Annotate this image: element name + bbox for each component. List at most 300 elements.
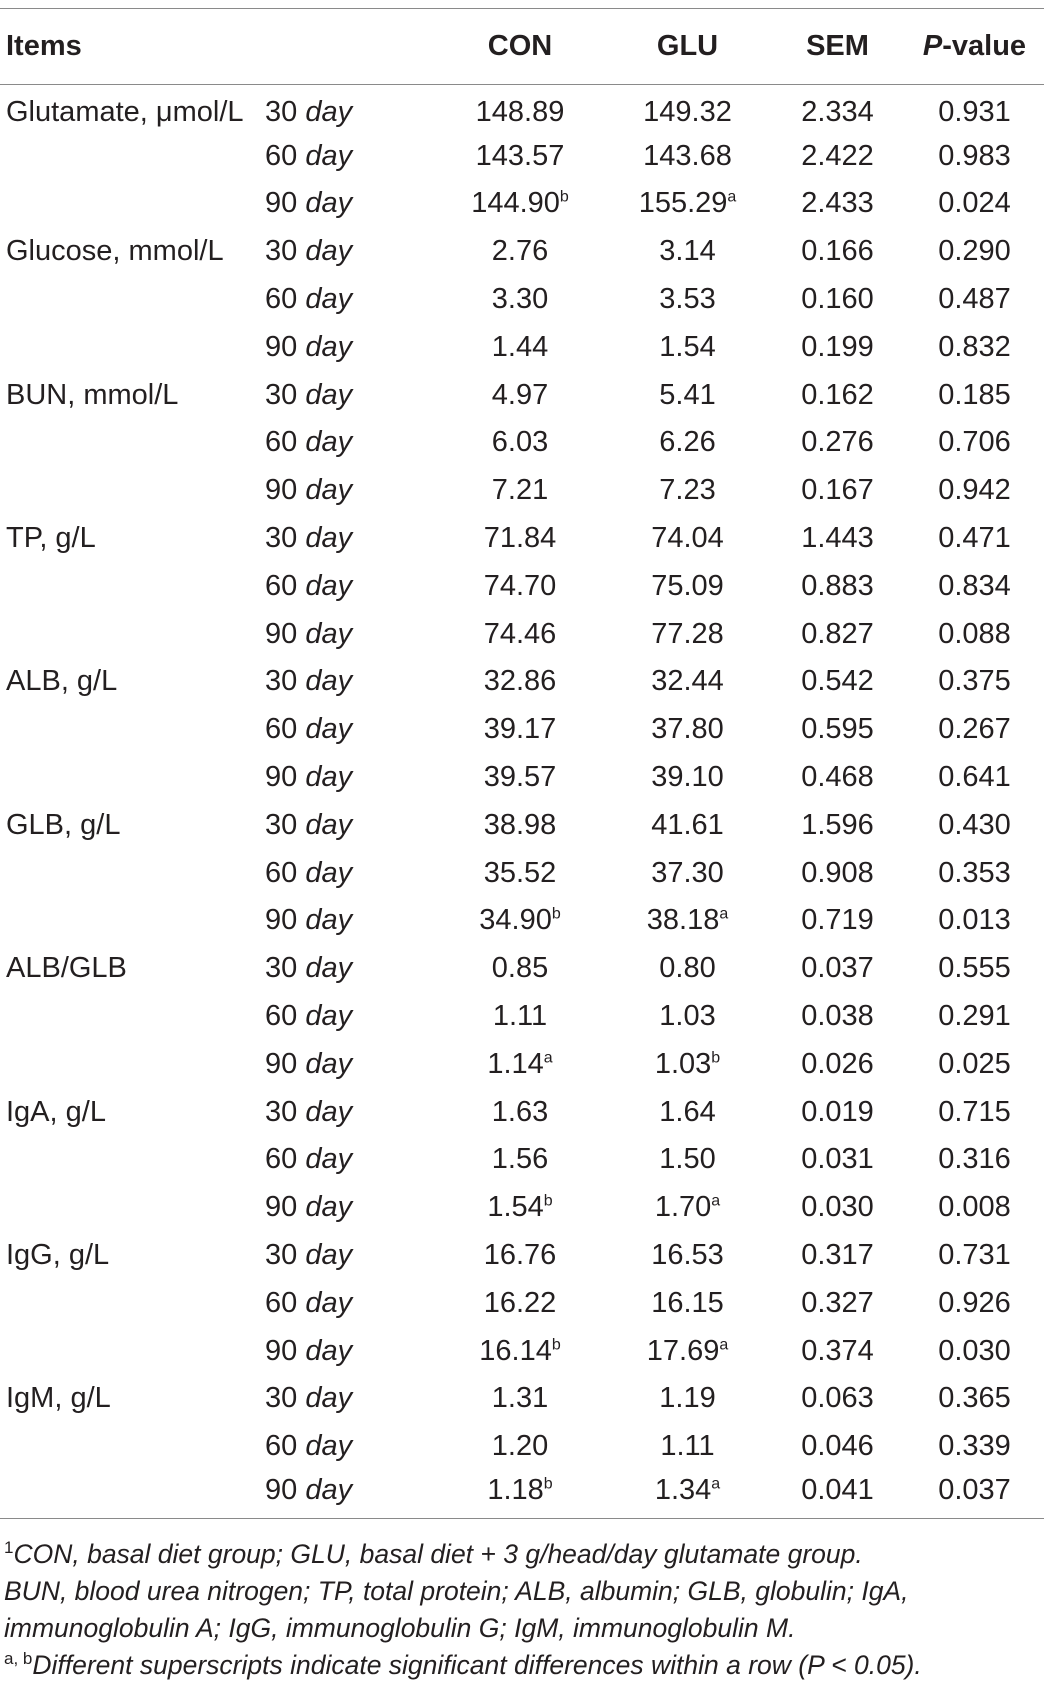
con-cell — [435, 849, 605, 897]
con-cell — [435, 1471, 605, 1519]
day-number: 60 — [265, 1000, 298, 1033]
con-cell — [435, 467, 605, 515]
glu-value: 75.09 — [651, 569, 724, 602]
p-value: 0.025 — [938, 1047, 1011, 1080]
day-unit: day — [305, 1191, 353, 1224]
footnote-superscripts — [4, 1647, 1040, 1684]
con-value: 34.90 — [479, 904, 552, 937]
con-value: 1.56 — [491, 1143, 549, 1176]
day-unit: day — [305, 1000, 353, 1033]
day-number: 90 — [265, 617, 298, 650]
con-cell — [435, 1423, 605, 1471]
glu-value: 5.41 — [659, 378, 716, 411]
item-label — [0, 993, 265, 1041]
day-cell — [265, 228, 435, 276]
glu-cell — [605, 993, 770, 1041]
day-number: 30 — [265, 378, 298, 411]
p-value: 0.931 — [938, 96, 1011, 129]
con-value: 39.17 — [483, 713, 557, 746]
con-cell — [435, 132, 605, 180]
glu-value: 37.30 — [651, 856, 724, 889]
p-value: 0.430 — [938, 808, 1011, 841]
day-number: 60 — [265, 1143, 298, 1176]
item-label — [0, 132, 265, 180]
con-cell — [435, 1136, 605, 1184]
day-cell — [265, 1088, 435, 1136]
sem-value: 0.041 — [801, 1473, 874, 1506]
item-label — [0, 276, 265, 324]
con-value: 1.54 — [487, 1191, 544, 1224]
con-superscript: a — [543, 1049, 553, 1067]
glu-value: 6.26 — [659, 426, 716, 459]
day-unit: day — [305, 808, 353, 841]
sem-value: 0.162 — [801, 378, 874, 411]
con-value: 2.76 — [491, 235, 549, 268]
item-label — [0, 706, 265, 754]
p-value: 0.555 — [938, 952, 1011, 985]
glu-value: 7.23 — [659, 474, 716, 507]
table-row — [0, 1088, 1044, 1136]
day-number: 90 — [265, 1191, 298, 1224]
con-value: 39.57 — [483, 761, 557, 794]
glu-superscript: a — [711, 1475, 721, 1493]
day-cell — [265, 945, 435, 993]
footnote-abbreviations-2: immunoglobulin A; IgG, immunoglobulin G; IgM, immunoglobulin M. — [4, 1613, 796, 1643]
item-label: IgG, g/L — [6, 1239, 110, 1272]
p-value: 0.267 — [938, 713, 1011, 746]
sem-value: 0.167 — [801, 474, 874, 507]
con-cell — [435, 1040, 605, 1088]
p-value: 0.731 — [938, 1239, 1011, 1272]
p-value: 0.024 — [938, 187, 1011, 220]
sem-value: 0.542 — [801, 665, 874, 698]
day-cell — [265, 801, 435, 849]
day-cell — [265, 1471, 435, 1519]
glu-superscript: a — [711, 1192, 721, 1210]
day-unit: day — [305, 1430, 353, 1463]
con-cell — [435, 1184, 605, 1232]
day-unit: day — [305, 1334, 353, 1367]
glu-cell — [605, 1088, 770, 1136]
table-row — [0, 801, 1044, 849]
footnote-1 — [4, 1536, 1040, 1573]
sem-value: 0.199 — [801, 330, 874, 363]
glu-superscript: a — [719, 1335, 729, 1353]
day-cell — [265, 849, 435, 897]
day-number: 30 — [265, 1095, 298, 1128]
day-unit: day — [305, 522, 353, 555]
glu-value: 39.10 — [651, 761, 724, 794]
table-row — [0, 562, 1044, 610]
sem-value: 0.827 — [801, 617, 874, 650]
day-unit: day — [305, 904, 353, 937]
p-value: 0.487 — [938, 283, 1011, 316]
header-items: Items — [0, 9, 265, 85]
serum-parameters-table — [0, 8, 1044, 1519]
day-number: 30 — [265, 1382, 298, 1415]
p-value: 0.983 — [938, 139, 1011, 172]
day-unit: day — [305, 235, 353, 268]
con-cell — [435, 276, 605, 324]
item-label — [0, 610, 265, 658]
glu-superscript: b — [711, 1049, 721, 1067]
con-value: 74.46 — [483, 617, 557, 650]
day-unit: day — [305, 1286, 353, 1319]
sem-value: 0.030 — [801, 1191, 874, 1224]
con-cell — [435, 1375, 605, 1423]
item-label — [0, 1040, 265, 1088]
glu-value: 1.03 — [659, 1000, 716, 1033]
day-number: 90 — [265, 474, 298, 507]
glu-cell — [605, 1136, 770, 1184]
header-day-blank — [265, 9, 435, 85]
table-footnotes — [4, 1536, 1040, 1684]
day-cell — [265, 515, 435, 563]
header-sem: SEM — [770, 9, 905, 85]
item-label — [0, 1279, 265, 1327]
con-value: 1.63 — [491, 1095, 549, 1128]
glu-value: 1.50 — [659, 1143, 716, 1176]
day-cell — [265, 132, 435, 180]
glu-value: 32.44 — [651, 665, 724, 698]
sem-value: 0.276 — [801, 426, 874, 459]
glu-cell — [605, 180, 770, 228]
sem-value: 0.026 — [801, 1047, 874, 1080]
day-unit: day — [305, 426, 353, 459]
glu-value: 17.69 — [646, 1334, 720, 1367]
glu-value: 1.34 — [654, 1473, 712, 1506]
p-value: 0.316 — [938, 1143, 1011, 1176]
p-value: 0.008 — [938, 1191, 1011, 1224]
footnote-superscripts-text: Different superscripts indicate significant differences within a row (P < 0.05). — [32, 1650, 922, 1680]
glu-cell — [605, 1040, 770, 1088]
item-label: IgA, g/L — [6, 1095, 106, 1128]
day-cell — [265, 371, 435, 419]
glu-value: 1.64 — [659, 1095, 716, 1128]
day-cell — [265, 706, 435, 754]
p-value: 0.706 — [938, 426, 1011, 459]
glu-cell — [605, 1232, 770, 1280]
day-cell — [265, 1040, 435, 1088]
header-row — [0, 9, 1044, 85]
glu-cell — [605, 1471, 770, 1519]
glu-cell — [605, 1279, 770, 1327]
day-unit: day — [305, 1473, 353, 1506]
con-value: 1.11 — [492, 1000, 548, 1033]
glu-cell — [605, 754, 770, 802]
table-row — [0, 706, 1044, 754]
p-value: 0.013 — [938, 904, 1011, 937]
item-label — [0, 562, 265, 610]
p-value: 0.641 — [938, 761, 1011, 794]
day-number: 30 — [265, 808, 298, 841]
glu-cell — [605, 1375, 770, 1423]
header-p-value — [905, 9, 1044, 85]
item-label — [0, 419, 265, 467]
day-cell — [265, 467, 435, 515]
glu-cell — [605, 132, 770, 180]
table-row — [0, 276, 1044, 324]
day-unit: day — [305, 1239, 353, 1272]
table-row — [0, 658, 1044, 706]
con-value: 4.97 — [491, 378, 549, 411]
day-unit: day — [305, 187, 353, 220]
con-value: 16.14 — [479, 1334, 552, 1367]
sem-value: 0.031 — [801, 1143, 874, 1176]
day-unit: day — [305, 569, 353, 602]
day-cell — [265, 1375, 435, 1423]
table-row — [0, 945, 1044, 993]
day-cell — [265, 1136, 435, 1184]
con-cell — [435, 419, 605, 467]
day-number: 90 — [265, 1047, 298, 1080]
day-number: 30 — [265, 1239, 298, 1272]
glu-cell — [605, 467, 770, 515]
con-cell — [435, 897, 605, 945]
header-con: CON — [435, 9, 605, 85]
glu-superscript: a — [727, 188, 737, 206]
day-unit: day — [305, 1382, 353, 1415]
con-value: 71.84 — [483, 522, 557, 555]
sem-value: 0.719 — [801, 904, 874, 937]
con-cell — [435, 515, 605, 563]
con-value: 38.98 — [483, 808, 557, 841]
day-number: 30 — [265, 665, 298, 698]
sem-value: 0.883 — [801, 569, 874, 602]
item-label — [0, 1471, 265, 1519]
day-number: 30 — [265, 96, 298, 129]
day-cell — [265, 610, 435, 658]
day-cell — [265, 419, 435, 467]
table-row — [0, 85, 1044, 133]
con-cell — [435, 945, 605, 993]
sem-value: 2.334 — [801, 96, 874, 129]
glu-value: 149.32 — [643, 96, 732, 129]
glu-cell — [605, 562, 770, 610]
day-number: 90 — [265, 761, 298, 794]
item-label — [0, 1136, 265, 1184]
glu-value: 77.28 — [651, 617, 724, 650]
glu-value: 1.54 — [659, 330, 716, 363]
item-label — [0, 1327, 265, 1375]
table-row — [0, 1423, 1044, 1471]
con-cell — [435, 85, 605, 133]
con-value: 1.44 — [491, 330, 549, 363]
day-unit: day — [305, 761, 353, 794]
day-number: 60 — [265, 856, 298, 889]
table-row — [0, 467, 1044, 515]
table-row — [0, 610, 1044, 658]
p-value: 0.088 — [938, 617, 1011, 650]
table-row — [0, 993, 1044, 1041]
table-row — [0, 180, 1044, 228]
con-cell — [435, 706, 605, 754]
day-cell — [265, 754, 435, 802]
glu-cell — [605, 658, 770, 706]
sem-value: 0.908 — [801, 856, 874, 889]
item-label: BUN, mmol/L — [6, 378, 179, 411]
glu-cell — [605, 1184, 770, 1232]
day-cell — [265, 180, 435, 228]
con-value: 3.30 — [491, 283, 549, 316]
day-cell — [265, 323, 435, 371]
day-unit: day — [305, 952, 353, 985]
item-label — [0, 1423, 265, 1471]
item-label: IgM, g/L — [6, 1382, 111, 1415]
p-value: 0.471 — [938, 522, 1011, 555]
day-cell — [265, 1279, 435, 1327]
day-unit: day — [305, 139, 353, 172]
day-cell — [265, 658, 435, 706]
sem-value: 0.166 — [801, 235, 874, 268]
glu-value: 16.53 — [651, 1239, 724, 1272]
glu-value: 16.15 — [651, 1286, 724, 1319]
con-cell — [435, 610, 605, 658]
glu-value: 155.29 — [638, 187, 728, 220]
table-row — [0, 754, 1044, 802]
item-label — [0, 897, 265, 945]
sem-value: 2.422 — [801, 139, 874, 172]
sem-value: 2.433 — [801, 187, 874, 220]
sem-value: 1.443 — [801, 522, 874, 555]
footnote-1-mark: 1 — [4, 1538, 14, 1558]
con-superscript: b — [551, 1335, 561, 1353]
table-row — [0, 849, 1044, 897]
table-row — [0, 132, 1044, 180]
glu-value: 1.70 — [654, 1191, 712, 1224]
sem-value: 0.374 — [801, 1334, 874, 1367]
glu-cell — [605, 85, 770, 133]
item-label — [0, 467, 265, 515]
con-value: 16.22 — [483, 1286, 557, 1319]
footnote-1-text: CON, basal diet group; GLU, basal diet + 3 g/head/day glutamate group. — [13, 1539, 863, 1569]
day-number: 90 — [265, 1473, 298, 1506]
glu-cell — [605, 801, 770, 849]
item-label: ALB/GLB — [6, 952, 127, 985]
glu-cell — [605, 515, 770, 563]
table-header — [0, 9, 1044, 85]
day-number: 60 — [265, 283, 298, 316]
day-unit: day — [305, 96, 353, 129]
glu-value: 3.53 — [659, 283, 716, 316]
glu-value: 1.03 — [654, 1047, 712, 1080]
sem-value: 0.063 — [801, 1382, 874, 1415]
p-value: 0.339 — [938, 1430, 1011, 1463]
glu-cell — [605, 1327, 770, 1375]
header-p-suffix: -value — [942, 30, 1027, 62]
glu-cell — [605, 323, 770, 371]
glu-cell — [605, 610, 770, 658]
day-unit: day — [305, 856, 353, 889]
glu-value: 0.80 — [659, 952, 716, 985]
sem-value: 0.160 — [801, 283, 874, 316]
table-row — [0, 1471, 1044, 1519]
glu-cell — [605, 1423, 770, 1471]
p-value: 0.832 — [938, 330, 1011, 363]
item-label: TP, g/L — [6, 522, 96, 555]
con-value: 6.03 — [491, 426, 549, 459]
con-value: 7.21 — [491, 474, 549, 507]
con-superscript: b — [543, 1475, 553, 1493]
day-cell — [265, 1232, 435, 1280]
p-value: 0.291 — [938, 1000, 1011, 1033]
con-superscript: b — [551, 905, 561, 923]
con-cell — [435, 754, 605, 802]
glu-cell — [605, 706, 770, 754]
footnote-superscripts-mark: a, b — [4, 1649, 33, 1669]
day-unit: day — [305, 713, 353, 746]
table-row — [0, 228, 1044, 276]
p-value: 0.942 — [938, 474, 1011, 507]
glu-value: 1.19 — [659, 1382, 716, 1415]
glu-value: 1.11 — [660, 1430, 715, 1463]
item-label — [0, 180, 265, 228]
day-number: 60 — [265, 1430, 298, 1463]
day-cell — [265, 1423, 435, 1471]
glu-superscript: a — [719, 905, 729, 923]
glu-value: 74.04 — [651, 522, 724, 555]
con-value: 32.86 — [483, 665, 557, 698]
sem-value: 0.595 — [801, 713, 874, 746]
sem-value: 0.038 — [801, 1000, 874, 1033]
day-number: 60 — [265, 569, 298, 602]
table-row — [0, 323, 1044, 371]
item-label: GLB, g/L — [6, 808, 121, 841]
day-cell — [265, 85, 435, 133]
day-unit: day — [305, 617, 353, 650]
day-number: 30 — [265, 235, 298, 268]
sem-value: 0.317 — [801, 1239, 874, 1272]
con-cell — [435, 371, 605, 419]
p-value: 0.365 — [938, 1382, 1011, 1415]
table-row — [0, 1040, 1044, 1088]
con-value: 143.57 — [475, 139, 565, 172]
item-label: Glutamate, μmol/L — [6, 96, 244, 129]
day-number: 60 — [265, 1286, 298, 1319]
item-label: ALB, g/L — [6, 665, 118, 698]
p-value: 0.375 — [938, 665, 1011, 698]
glu-value: 37.80 — [651, 713, 724, 746]
con-cell — [435, 562, 605, 610]
table-row — [0, 1327, 1044, 1375]
con-cell — [435, 1232, 605, 1280]
glu-value: 41.61 — [651, 808, 724, 841]
glu-cell — [605, 371, 770, 419]
day-number: 90 — [265, 187, 298, 220]
con-value: 0.85 — [491, 952, 549, 985]
day-number: 90 — [265, 904, 298, 937]
day-number: 60 — [265, 713, 298, 746]
glu-cell — [605, 849, 770, 897]
con-cell — [435, 658, 605, 706]
p-value: 0.030 — [938, 1334, 1011, 1367]
p-value: 0.715 — [938, 1095, 1011, 1128]
header-glu: GLU — [605, 9, 770, 85]
con-value: 1.18 — [487, 1473, 544, 1506]
glu-cell — [605, 228, 770, 276]
con-value: 144.90 — [471, 187, 560, 220]
glu-value: 143.68 — [643, 139, 732, 172]
con-value: 1.31 — [491, 1382, 549, 1415]
table-row — [0, 419, 1044, 467]
day-cell — [265, 1184, 435, 1232]
day-unit: day — [305, 378, 353, 411]
footnote-abbreviations-1: BUN, blood urea nitrogen; TP, total protein; ALB, albumin; GLB, globulin; IgA, — [4, 1576, 909, 1606]
con-cell — [435, 228, 605, 276]
table-row — [0, 1279, 1044, 1327]
con-value: 35.52 — [483, 856, 557, 889]
con-cell — [435, 993, 605, 1041]
